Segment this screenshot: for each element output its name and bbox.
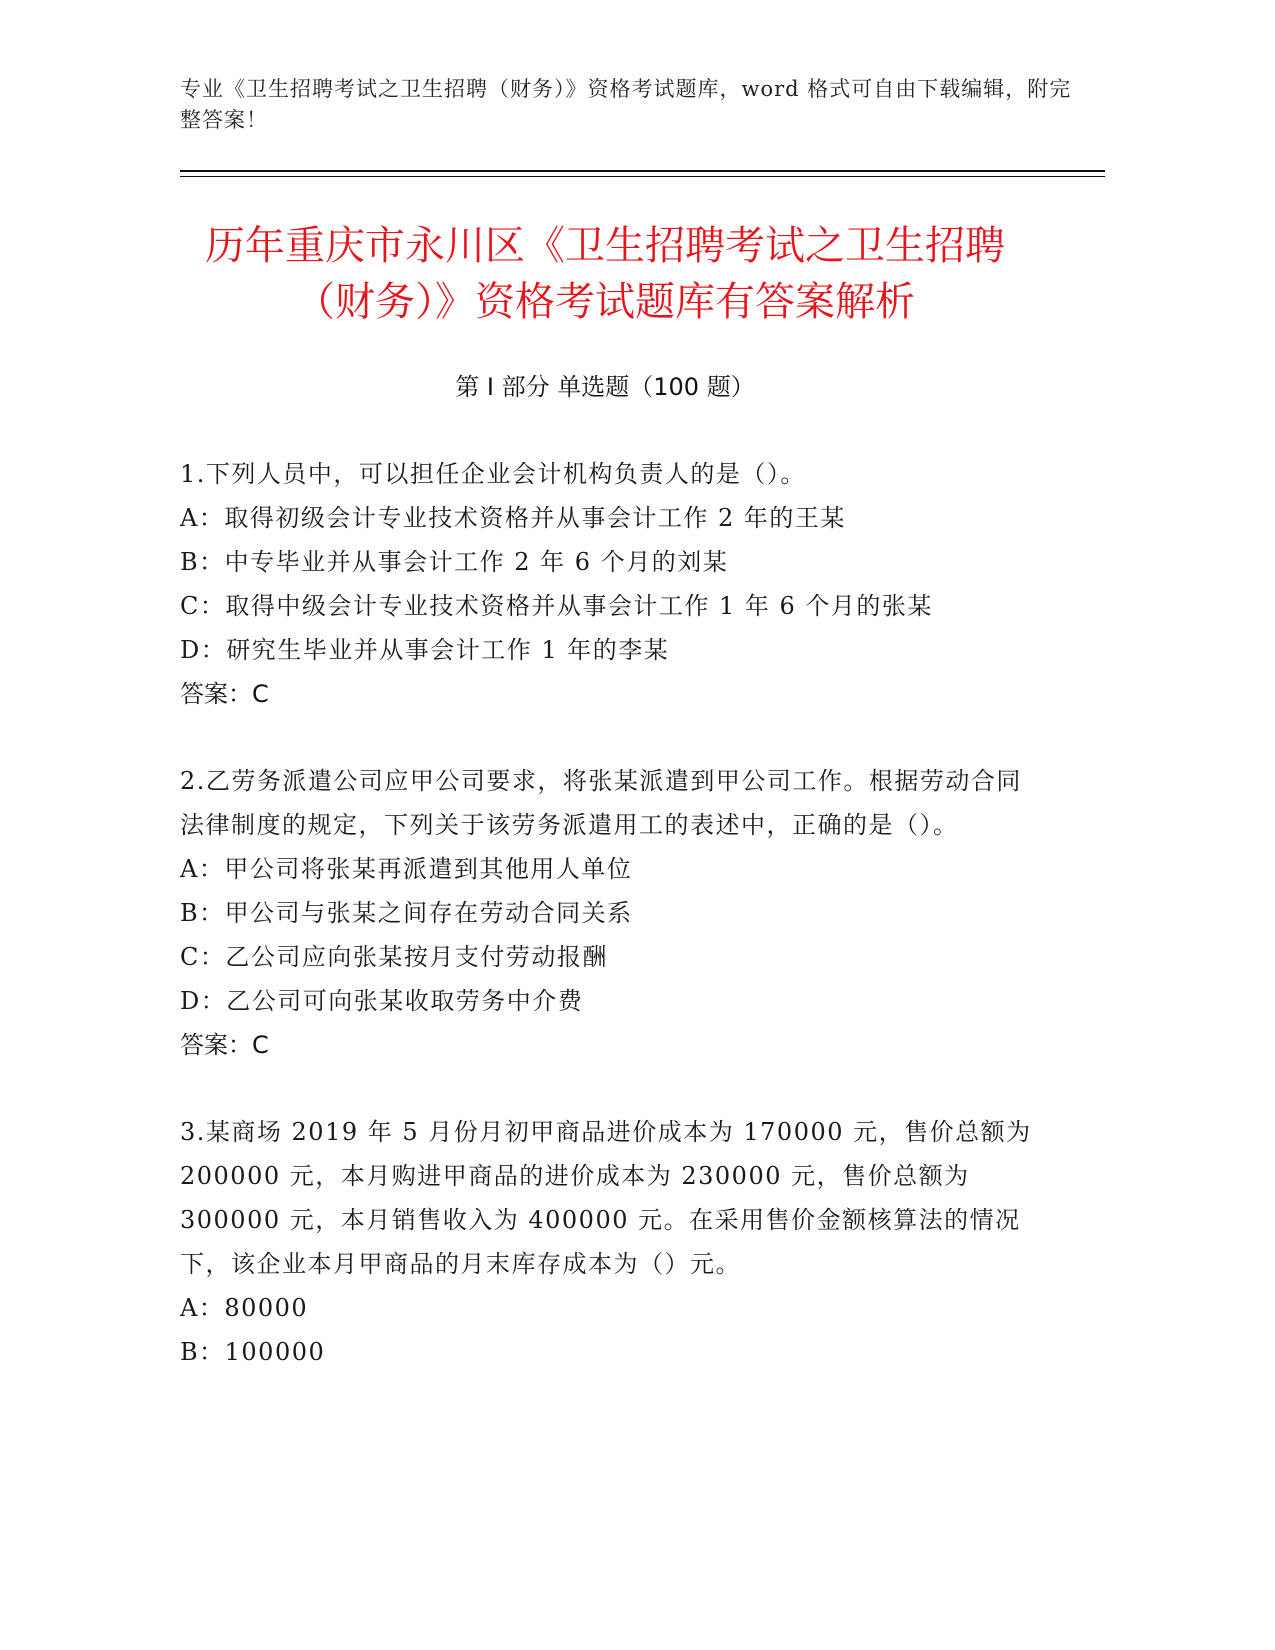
option-c: C：乙公司应向张某按月支付劳动报酬	[180, 943, 608, 971]
option-b: B：甲公司与张某之间存在劳动合同关系	[180, 899, 633, 927]
option-b: B：100000	[180, 1338, 326, 1366]
option-a: A：80000	[180, 1294, 309, 1322]
question-stem: 3.某商场 2019 年 5 月份月初甲商品进价成本为 170000 元，售价总额为 200000 元，本月购进甲商品的进价成本为 230000 元，售价总额为 300000 元，本月销售收入为 400000 元。在采用售价金额核算法的情况下，该企业本月甲商品的月末库存成本为（）元。	[180, 1118, 1032, 1278]
answer-label: 答案：C	[180, 1031, 269, 1059]
section-heading: 第 I 部分 单选题（100 题）	[455, 373, 755, 401]
option-a: A：取得初级会计专业技术资格并从事会计工作 2 年的王某	[180, 504, 846, 532]
option-c: C：取得中级会计专业技术资格并从事会计工作 1 年 6 个月的张某	[180, 592, 933, 620]
option-a: A：甲公司将张某再派遣到其他用人单位	[180, 855, 633, 883]
document-title: 历年重庆市永川区《卫生招聘考试之卫生招聘（财务）》资格考试题库有答案解析	[205, 223, 1005, 325]
option-d: D：乙公司可向张某收取劳务中介费	[180, 987, 584, 1015]
header-note: 专业《卫生招聘考试之卫生招聘（财务）》资格考试题库，word 格式可自由下载编辑，附完整答案！	[180, 77, 1072, 132]
question-list	[180, 452, 1040, 1417]
header-divider-thin	[180, 176, 1105, 177]
option-b: B：中专毕业并从事会计工作 2 年 6 个月的刘某	[180, 548, 729, 576]
option-d: D：研究生毕业并从事会计工作 1 年的李某	[180, 636, 670, 664]
question-3	[180, 1110, 1040, 1374]
question-2	[180, 759, 1040, 1067]
question-stem: 1.下列人员中，可以担任企业会计机构负责人的是（）。	[180, 460, 806, 488]
question-1	[180, 452, 1040, 716]
answer-label: 答案：C	[180, 680, 269, 708]
header-divider-thick	[180, 170, 1105, 172]
question-stem: 2.乙劳务派遣公司应甲公司要求，将张某派遣到甲公司工作。根据劳动合同法律制度的规定，下列关于该劳务派遣用工的表述中，正确的是（）。	[180, 767, 1022, 839]
